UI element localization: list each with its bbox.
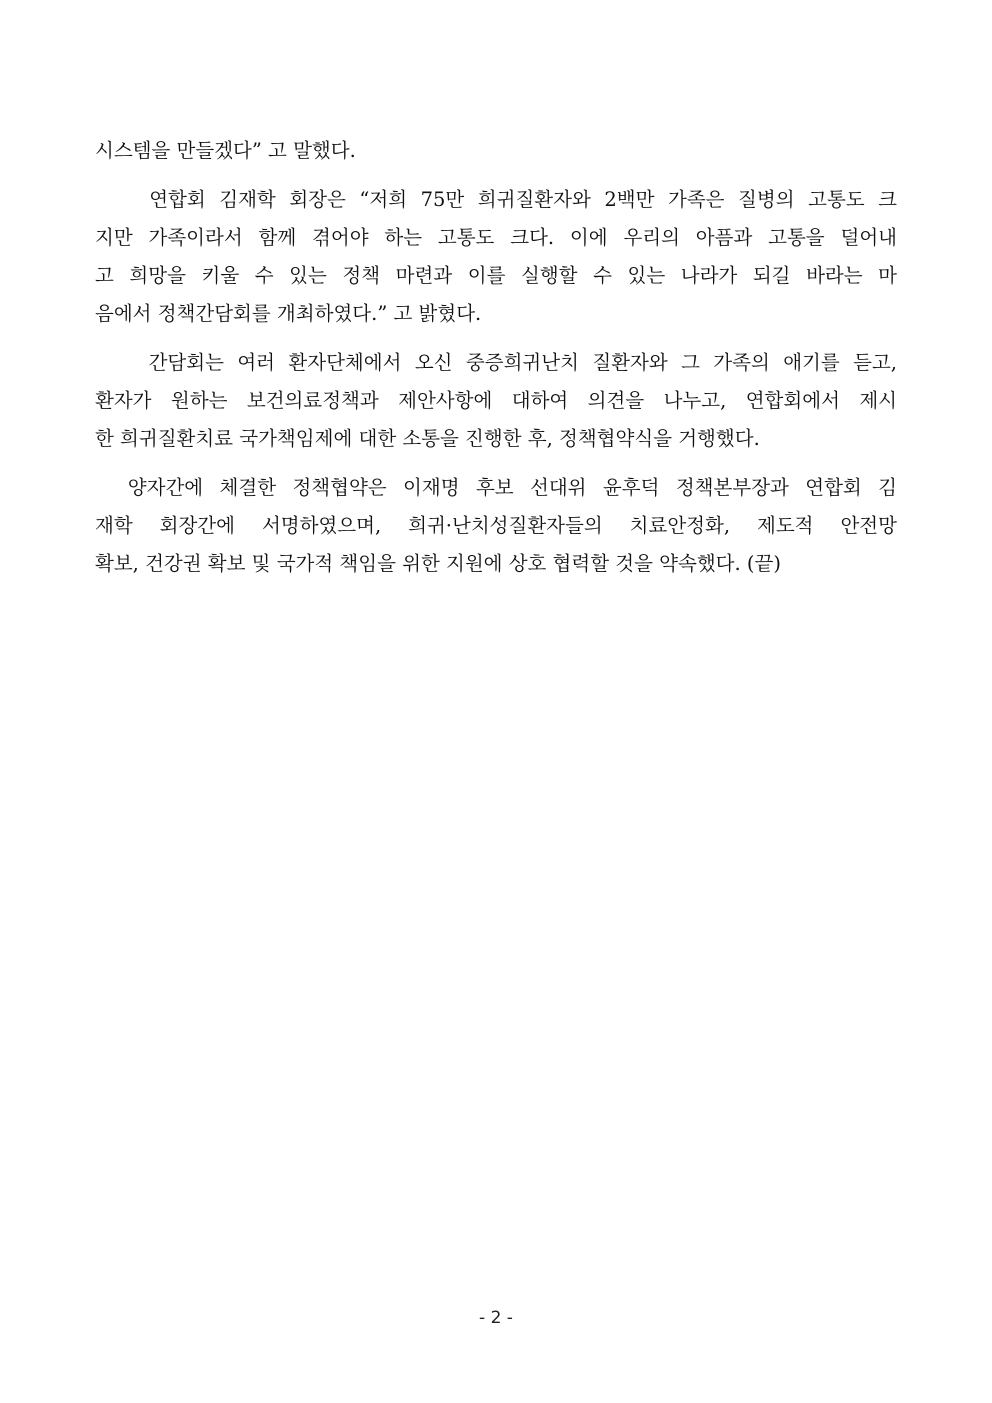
paragraph-3 bbox=[95, 344, 897, 458]
text-line: 확보, 건강권 확보 및 국가적 책임을 위한 지원에 상호 협력할 것을 약속했다. (끝) bbox=[95, 552, 781, 575]
text-line: 환자가 원하는 보건의료정책과 제안사항에 대하여 의견을 나누고, 연합회에서 제시 bbox=[95, 389, 897, 412]
text-line: 한 희귀질환치료 국가책임제에 대한 소통을 진행한 후, 정책협약식을 거행했다. bbox=[95, 427, 760, 450]
page-number: - 2 - bbox=[479, 1308, 513, 1328]
text-line: 재학 회장간에 서명하였으며, 희귀·난치성질환자들의 치료안정화, 제도적 안전망 bbox=[95, 514, 897, 537]
body-text bbox=[95, 132, 897, 594]
text-line: 연합회 김재학 회장은 “저희 75만 희귀질환자와 2백만 가족은 질병의 고통도 크 bbox=[95, 188, 897, 211]
text-line: 간담회는 여러 환자단체에서 오신 중증희귀난치 질환자와 그 가족의 애기를 듣고, bbox=[95, 351, 897, 374]
text-line: 양자간에 체결한 정책협약은 이재명 후보 선대위 윤후덕 정책본부장과 연합회 김 bbox=[95, 476, 897, 499]
text-line: 음에서 정책간담회를 개최하였다.” 고 밝혔다. bbox=[95, 302, 482, 325]
paragraph-1 bbox=[95, 132, 897, 170]
paragraph-2 bbox=[95, 181, 897, 333]
text-line: 시스템을 만들겠다” 고 말했다. bbox=[95, 139, 356, 162]
text-line: 고 희망을 키울 수 있는 정책 마련과 이를 실행할 수 있는 나라가 되길 바라는 마 bbox=[95, 264, 897, 287]
paragraph-4 bbox=[95, 469, 897, 583]
text-line: 지만 가족이라서 함께 겪어야 하는 고통도 크다. 이에 우리의 아픔과 고통을 덜어내 bbox=[95, 226, 897, 249]
